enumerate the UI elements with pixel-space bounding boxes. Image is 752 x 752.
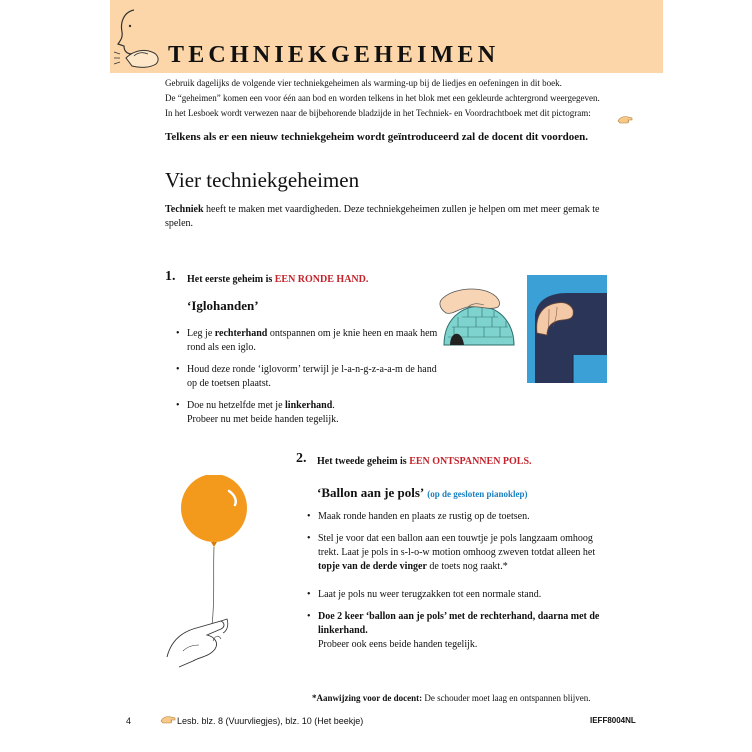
intro-line: Gebruik dagelijks de volgende vier techniekgeheimen als warming-up bij de liedjes en oefeningen in dit boek. [165,78,562,88]
hand-pictogram-icon [617,114,633,124]
page-number: 4 [126,716,132,726]
techniek-paragraph [165,203,615,231]
lesson-reference: Lesb. blz. 8 (Vuurvliegjes), blz. 10 (Het beekje) [177,716,364,726]
teacher-footnote: *Aanwijzing voor de docent: De schouder moet laag en ontspannen blijven. [312,693,591,703]
secret2-bullets [307,510,607,660]
secret1-heading [187,274,368,285]
product-code: IEFF8004NL [590,716,636,725]
secret2-number: 2. [296,451,307,466]
secret1-highlight: EEN RONDE HAND. [274,274,369,285]
page-title: TECHNIEKGEHEIMEN [168,42,500,68]
techniek-rest: heeft te maken met vaardigheden. Deze techniekgeheimen zullen je helpen om met meer gemak te spelen. [165,204,600,229]
section-title: Vier techniekgeheimen [165,168,360,192]
secret2-subtitle: ‘Ballon aan je pols’ (op de gesloten pianoklep) [317,485,528,500]
list-item: • Laat je pols nu weer terugzakken tot een normale stand. [307,588,607,602]
secret2-subtitle-note: (op de gesloten pianoklep) [427,489,528,499]
igloo-hand-icon [438,285,521,360]
list-item: • Doe 2 keer ‘ballon aan je pols’ met de rechterhand, daarna met de linkerhand. Probeer ook eens beide handen tegelijk. [307,610,607,652]
list-item: • Stel je voor dat een ballon aan een touwtje je pols langzaam omhoog trekt. Laat je pols in s-l-o-w motion omhoog zweven totdat alleen het topje van de derde vinger de toets nog raakt.* [307,532,607,574]
list-item: • Doe nu hetzelfde met je linkerhand. Probeer nu met beide handen tegelijk. [176,399,446,427]
techniek-word: Techniek [165,204,204,215]
secret1-subtitle: ‘Iglohanden’ [187,298,259,313]
hand-on-knee-icon [527,275,607,383]
secret2-lead: Het tweede geheim is [317,456,410,467]
secret1-lead: Het eerste geheim is [187,274,275,285]
secret2-highlight: EEN ONTSPANNEN POLS. [409,456,532,467]
list-item: • Houd deze ronde ‘iglovorm’ terwijl je l-a-n-g-z-a-a-m de hand op de toetsen plaatst. [176,363,446,391]
list-item: • Maak ronde handen en plaats ze rustig op de toetsen. [307,510,607,524]
intro-line: De “geheimen” komen een voor één aan bod en worden telkens in het blok met een gekleurde achtergrond weergegeven. [165,93,600,103]
intro-line: In het Lesboek wordt verwezen naar de bijbehorende bladzijde in het Techniek- en Voordrachtboek met dit pictogram: [165,108,591,118]
list-item: • Leg je rechterhand ontspannen om je knie heen en maak hem rond als een iglo. [176,327,446,355]
balloon-on-wrist-icon [163,475,263,670]
secret1-number: 1. [165,269,176,284]
secret1-bullets [176,327,446,435]
secret2-heading [317,456,532,467]
intro-bold-line: Telkens als er een nieuw techniekgeheim wordt geïntroduceerd zal de docent dit voordoen. [165,131,588,143]
face-with-hand-icon [112,8,162,70]
hand-pictogram-icon [160,714,176,724]
